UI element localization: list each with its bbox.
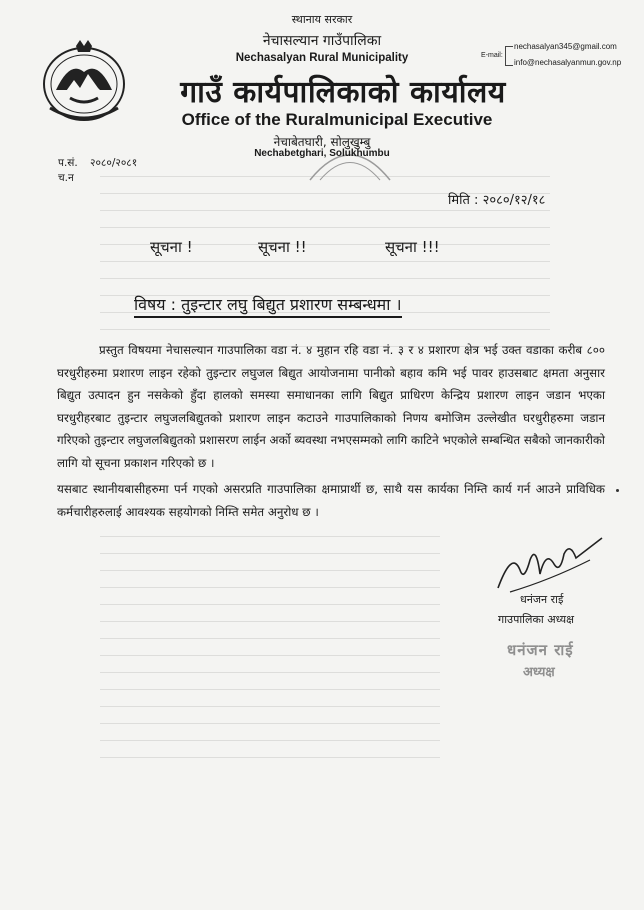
- fiscal-year-label: प.सं.: [58, 157, 78, 169]
- dispatch-number-label: च.न: [58, 172, 74, 184]
- margin-mark: [616, 489, 619, 492]
- municipality-name-en: Nechasalyan Rural Municipality: [235, 52, 409, 64]
- email-label: E-mail:: [481, 52, 503, 59]
- seal-name-stamp: धनंजन राई: [507, 641, 574, 659]
- government-label: स्थानाय सरकार: [291, 13, 353, 26]
- notice-heading-2: सूचना !!: [258, 238, 307, 256]
- municipality-name-np: नेचासल्यान गाउँपालिका: [262, 33, 382, 49]
- signatory-name: धनंजन राई: [520, 593, 564, 606]
- seal-title-stamp: अध्यक्ष: [523, 665, 555, 680]
- body-paragraph-2: यसबाट स्थानीयबासीहरुमा पर्न गएको असरप्रति गाउपालिका क्षमाप्रार्थी छ, साथै यस कार्यका निम्ति कार्य गर्न आउने प्राविधिक कर्मचारीहरुलाई आवश्यक सहयोगको निम्ति समेत अनुरोध छ ।: [57, 482, 605, 519]
- address-en: Nechabetghari, Solukhumbu: [254, 148, 390, 159]
- address-np: नेचाबेतघारी, सोलुखुम्बु: [273, 135, 371, 149]
- bleed-through-table-lower: [100, 520, 440, 760]
- email-primary: nechasalyan345@gmail.com: [514, 42, 617, 51]
- notice-heading-1: सूचना !: [150, 238, 193, 256]
- notice-heading-3: सूचना !!!: [385, 238, 440, 256]
- fiscal-year-value: २०८०/२०८१: [90, 157, 138, 169]
- document-date: मिति : २०८०/१२/१८: [448, 193, 546, 208]
- email-secondary: info@nechasalyanmun.gov.np: [514, 58, 622, 67]
- email-brace: [505, 46, 513, 66]
- subject-line: विषय : तुइन्टार लघु बिद्युत प्रशारण सम्बन्धमा ।: [134, 293, 402, 318]
- office-title-np: गाउँ कार्यपालिकाको कार्यालय: [180, 75, 506, 110]
- reference-block: [58, 156, 137, 186]
- body-paragraph-1: प्रस्तुत विषयमा नेचासल्यान गाउपालिका वडा नं. ४ मुहान रहि वडा नं. ३ र ४ प्रशारण क्षेत्र भई उक्त वडाका करीब ८०० घरधुरीहरुमा प्रशारण लाइन रहेको तुइन्टार लघुजल बिद्युत आयोजनामा पानीको बहाव कमि भई पावर हाउसबाट क्षमता अनुसार बिद्युत उत्पादन हुन नसकेको हुँदा हालको समस्या समाधानका लागि बिद्युत प्राधिरण केन्द्रिय प्रशारण लाइन जडान भएका घरधुरीहरबाट तुइन्टार लघुजलबिद्युतको प्रशारण लाइन कटाउने गाउपालिकाको निणय बमोजिम उल्लेखीत घरधुरीहरुमा जडान गरिएको तुइन्टार लघुजलबिद्युतको प्रशासरण लाईन अर्को ब्यवस्था नभएसम्मको लागि काटिने भएकोले सम्बन्धित सबैको जानकारीको लागि यो सूचना प्रकाशन गरिएको छ ।: [57, 343, 605, 470]
- office-title-en: Office of the Ruralmunicipal Executive: [181, 110, 493, 129]
- signatory-title: गाउपालिका अध्यक्ष: [498, 613, 575, 626]
